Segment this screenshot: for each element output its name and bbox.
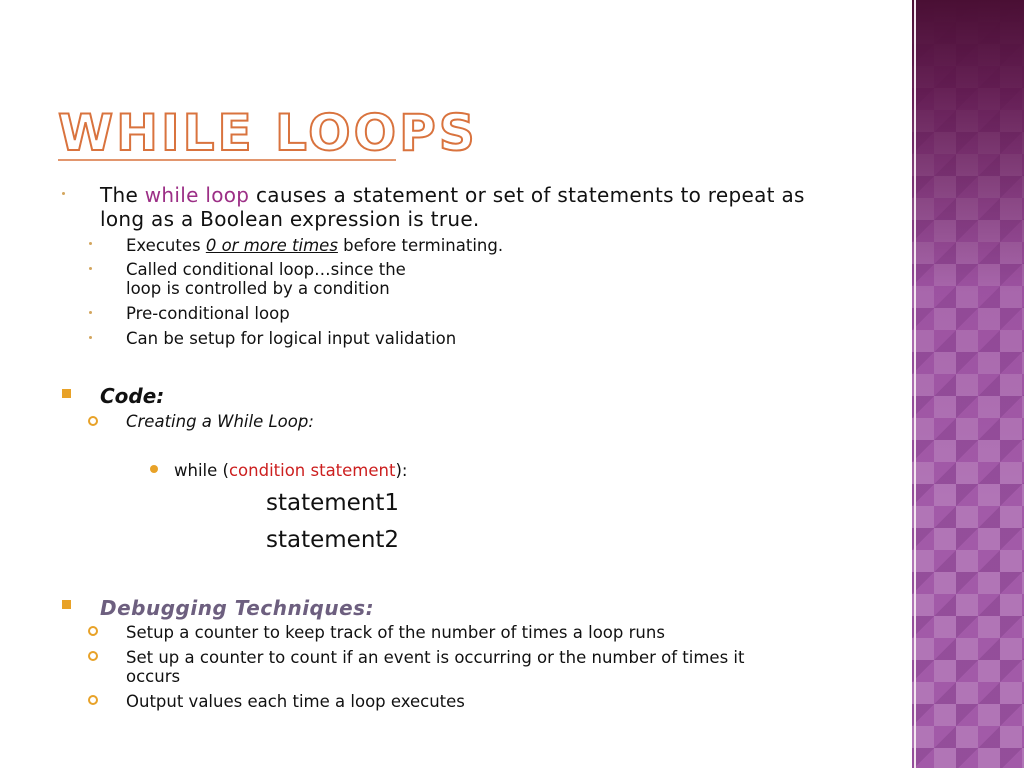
bullet-dot-icon xyxy=(89,242,92,245)
sub-bullet-called-line-1: Called conditional loop…since the xyxy=(126,260,406,279)
while-prefix: while ( xyxy=(174,461,229,480)
debugging-item-2-line-2: occurs xyxy=(126,667,181,686)
debugging-item-1: Setup a counter to keep track of the number of times a loop runs xyxy=(126,623,665,642)
title-graphic xyxy=(56,100,478,166)
bullet-dot-icon xyxy=(89,267,92,270)
sub-bullet-validation: Can be setup for logical input validation xyxy=(126,329,457,348)
bullet-dot-icon xyxy=(89,336,92,339)
bullet-disc-icon xyxy=(150,465,158,473)
bullet-dot-icon xyxy=(89,311,92,314)
bullet-ring-icon xyxy=(88,626,98,636)
executes-suffix: before terminating. xyxy=(337,236,504,255)
bullet-dot-icon xyxy=(62,192,65,195)
statement2-text: statement2 xyxy=(266,527,400,553)
sub-bullet-pre-conditional: Pre-conditional loop xyxy=(126,304,290,323)
intro-prefix: The xyxy=(100,183,145,207)
intro-line-1 xyxy=(100,185,805,205)
bullet-ring-icon xyxy=(88,651,98,661)
bullet-ring-icon xyxy=(88,695,98,705)
code-heading: Code: xyxy=(100,384,165,408)
sub-bullet-executes xyxy=(126,238,503,255)
while-condition: condition statement xyxy=(228,461,396,480)
bullet-square-icon xyxy=(62,600,71,609)
slide-title xyxy=(56,100,478,166)
executes-prefix: Executes xyxy=(126,236,206,255)
debugging-item-2-line-1: Set up a counter to count if an event is occurring or the number of times it xyxy=(126,648,745,667)
debugging-heading: Debugging Techniques: xyxy=(100,596,375,620)
statement1-text: statement1 xyxy=(266,490,400,516)
side-panel-divider xyxy=(914,0,916,768)
while-syntax-line xyxy=(174,463,407,480)
decorative-side-panel xyxy=(912,0,1024,768)
intro-line1-rest: causes a statement or set of statements to repeat as xyxy=(249,183,805,207)
intro-keyword: while loop xyxy=(144,183,250,207)
sub-bullet-called-line-2: loop is controlled by a condition xyxy=(126,279,390,298)
bullet-ring-icon xyxy=(88,416,98,426)
code-creating-label: Creating a While Loop: xyxy=(126,412,314,431)
bullet-square-icon xyxy=(62,389,71,398)
executes-emphasis: 0 or more times xyxy=(205,236,338,255)
debugging-item-3: Output values each time a loop executes xyxy=(126,692,465,711)
title-text: WHILE LOOPS xyxy=(58,104,478,162)
intro-line-2: long as a Boolean expression is true. xyxy=(100,207,480,231)
while-suffix: ): xyxy=(395,461,408,480)
